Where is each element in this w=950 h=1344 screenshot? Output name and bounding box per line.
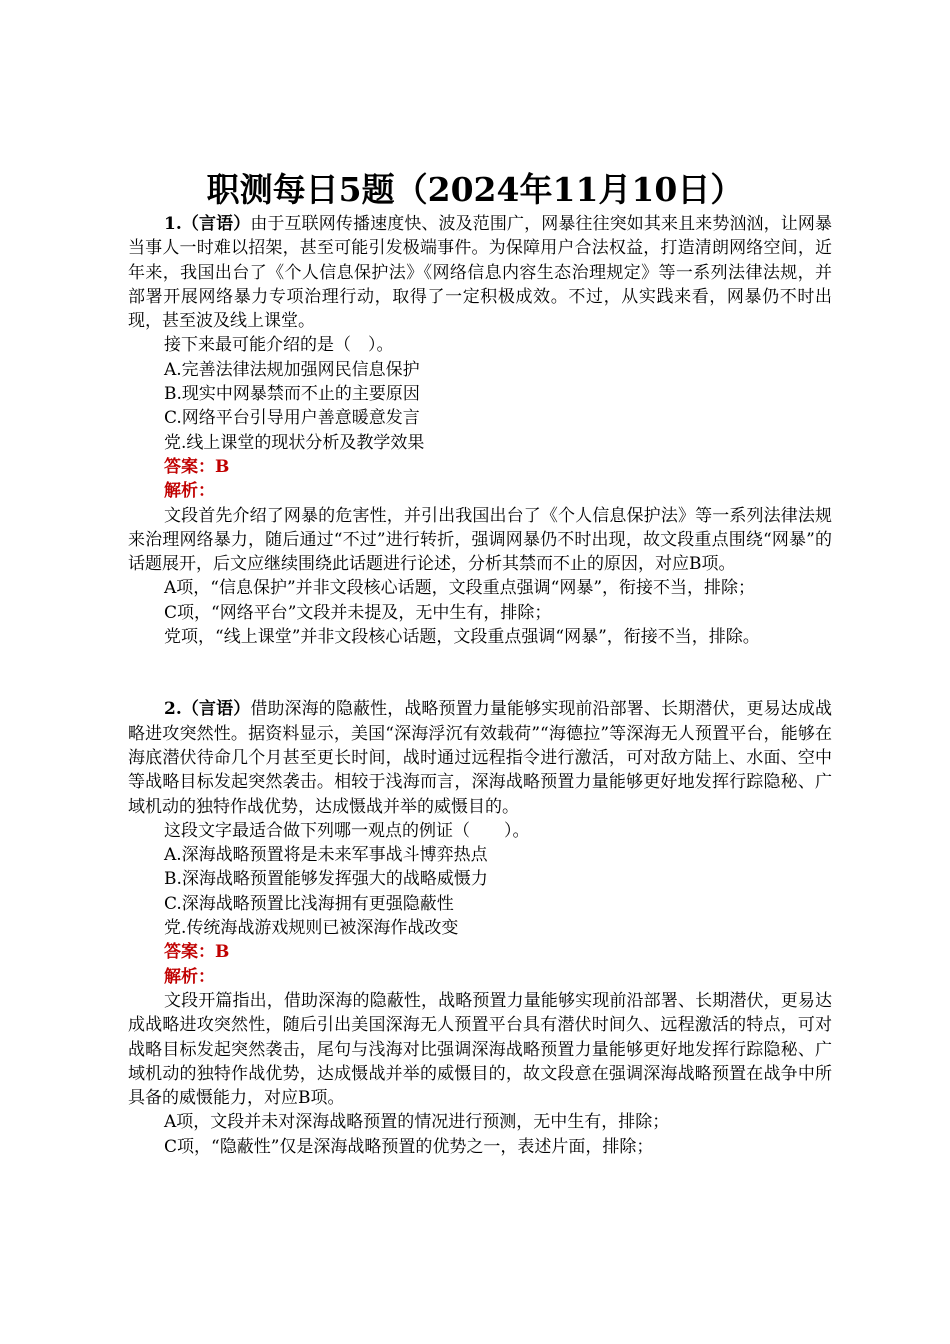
question-2-option-d: 党.传统海战游戏规则已被深海作战改变	[164, 918, 459, 939]
question-1-option-b: B.现实中网暴禁而不止的主要原因	[164, 384, 420, 405]
question-2-analysis-1: 文段开篇指出，借助深海的隐蔽性，战略预置力量能够实现前沿部署、长期潜伏，更易达成战略进攻突然性，随后引出美国深海无人预置平台具有潜伏时间久、远程激活的特点，可对战略目标发起突然袭击，尾句与浅海对比强调深海战略预置力量能够更好地发挥行踪隐秘、广域机动的独特作战优势，达成慑战并举的威慑目的，故文段意在强调深海战略预置在战争中所具备的威慑能力，对应B项。	[128, 990, 832, 1109]
question-separator	[128, 649, 832, 673]
question-1-option-d: 党.线上课堂的现状分析及教学效果	[164, 432, 425, 453]
question-2-option-c: C.深海战略预置比浅海拥有更强隐蔽性	[164, 893, 454, 914]
question-2-answer: 答案：B	[164, 942, 230, 963]
question-2-analysis-label: 解析：	[164, 966, 215, 987]
question-1-analysis-label: 解析：	[164, 481, 215, 502]
question-2-number: 2.（言语）	[164, 699, 251, 720]
question-1-analysis-2: A项，“信息保护”并非文段核心话题，文段重点强调“网暴”，衔接不当，排除；	[164, 578, 756, 599]
question-1-stem	[128, 212, 832, 333]
page-title: 职测每日5题（2024年11月10日）	[206, 170, 744, 209]
question-1-analysis-4: 党项，“线上课堂”并非文段核心话题，文段重点强调“网暴”，衔接不当，排除。	[164, 627, 760, 648]
document-body	[128, 212, 832, 1159]
question-separator	[128, 673, 832, 697]
question-2-option-b: B.深海战略预置能够发挥强大的战略威慑力	[164, 869, 488, 890]
question-2-option-a: A.深海战略预置将是未来军事战斗博弈热点	[164, 845, 488, 866]
question-1-analysis-1: 文段首先介绍了网暴的危害性，并引出我国出台了《个人信息保护法》等一系列法律法规来治理网络暴力，随后通过“不过”进行转折，强调网暴仍不时出现，故文段重点围绕“网暴”的话题展开，后文应继续围绕此话题进行论述，分析其禁而不止的原因，对应B项。	[128, 505, 832, 575]
question-2-analysis-2: A项，文段并未对深海战略预置的情况进行预测，无中生有，排除；	[164, 1112, 670, 1133]
question-2-stem	[128, 697, 832, 818]
question-1-option-a: A.完善法律法规加强网民信息保护	[164, 359, 420, 380]
question-1-option-c: C.网络平台引导用户善意暖意发言	[164, 408, 420, 429]
question-2-stem-text: 借助深海的隐蔽性，战略预置力量能够实现前沿部署、长期潜伏，更易达成战略进攻突然性。据资料显示，美国“深海浮沉有效载荷”“海德拉”等深海无人预置平台，能够在海底潜伏待命几个月甚至更长时间，战时通过远程指令进行激活，可对敌方陆上、水面、空中等战略目标发起突然袭击。相较于浅海而言，深海战略预置力量能够更好地发挥行踪隐秘、广域机动的独特作战优势，达成慑战并举的威慑目的。	[128, 699, 833, 817]
question-1-stem-text: 由于互联网传播速度快、波及范围广，网暴往往突如其来且来势汹汹，让网暴当事人一时难以招架，甚至可能引发极端事件。为保障用户合法权益，打造清朗网络空间，近年来，我国出台了《个人信息保护法》《网络信息内容生态治理规定》等一系列法律法规，并部署开展网络暴力专项治理行动，取得了一定积极成效。不过，从实践来看，网暴仍不时出现，甚至波及线上课堂。	[128, 214, 833, 332]
question-1-analysis-3: C项，“网络平台”文段并未提及，无中生有，排除；	[164, 602, 552, 623]
question-1-prompt: 接下来最可能介绍的是（ ）。	[164, 335, 394, 356]
question-1-answer: 答案：B	[164, 456, 230, 477]
question-2-prompt: 这段文字最适合做下列哪一观点的例证（ ）。	[164, 820, 530, 841]
question-1-number: 1.（言语）	[164, 214, 251, 234]
question-2-analysis-3: C项，“隐蔽性”仅是深海战略预置的优势之一，表述片面，排除；	[164, 1136, 654, 1157]
